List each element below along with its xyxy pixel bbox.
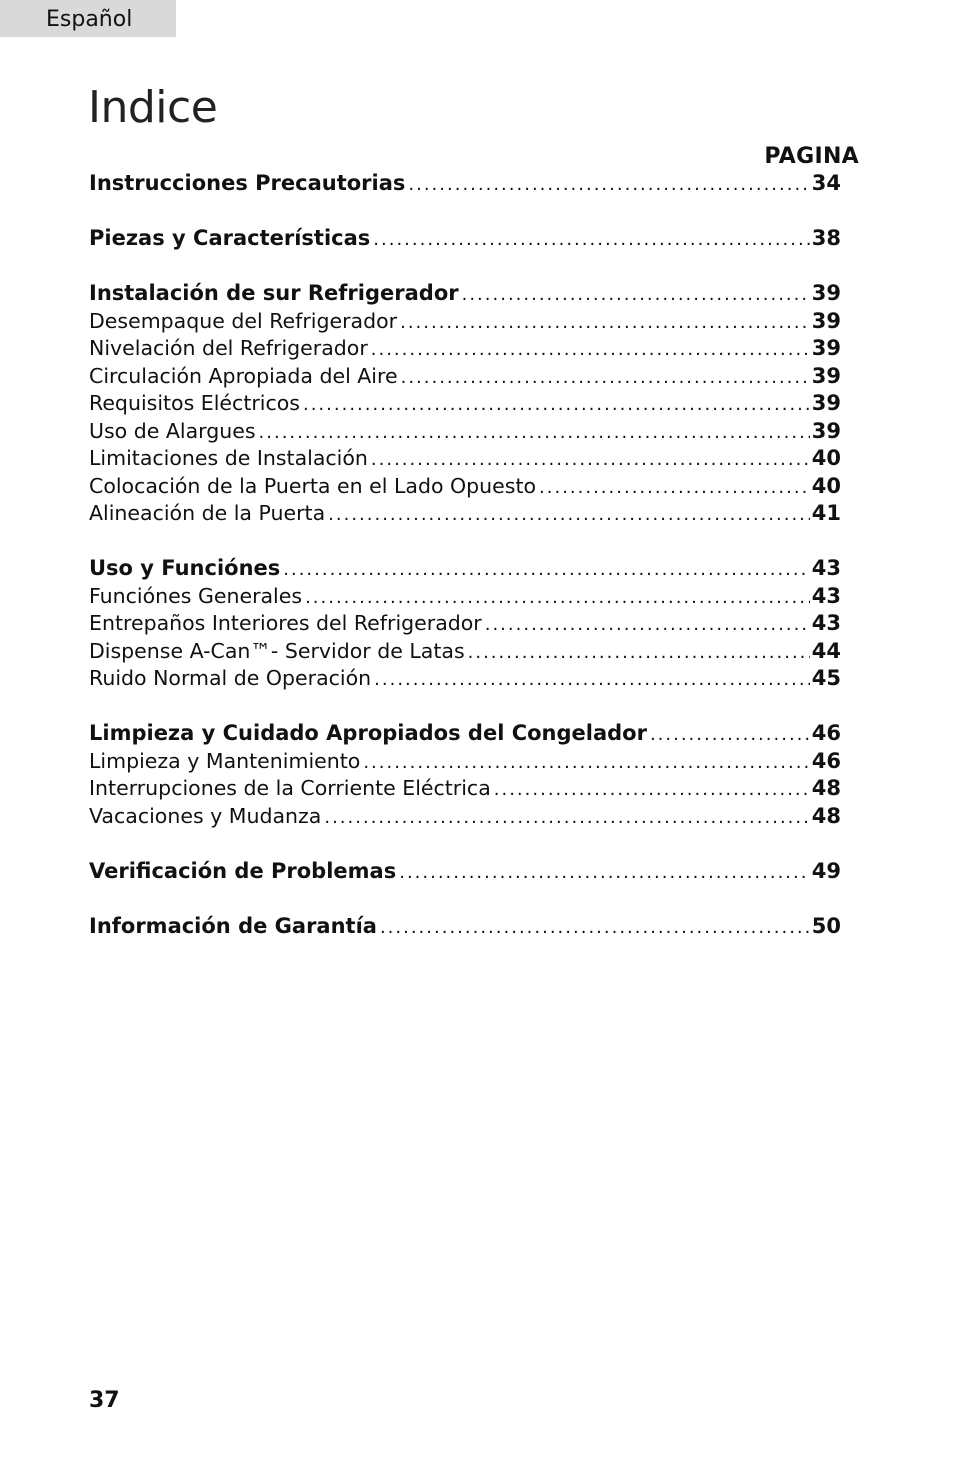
toc-entry-page: 39	[811, 391, 841, 415]
toc-section	[89, 555, 841, 693]
dot-leader	[380, 914, 810, 942]
toc-entry-page: 40	[811, 473, 841, 498]
toc-entry-label: Circulación Apropiada del Aire	[89, 363, 398, 388]
toc-entry-label: Requisitos Eléctricos	[89, 391, 300, 415]
dot-leader	[324, 804, 809, 832]
toc-entry-page: 43	[811, 611, 841, 635]
toc-entry	[89, 610, 841, 638]
dot-leader	[363, 749, 809, 777]
toc-section	[89, 720, 841, 830]
toc-entry-label: Desempaque del Refrigerador	[89, 308, 398, 333]
dot-leader	[374, 666, 810, 694]
toc-entry	[89, 665, 841, 693]
toc-entry-page: 44	[811, 638, 841, 663]
toc-section-heading-page: 39	[811, 281, 841, 305]
toc-entry	[89, 390, 841, 418]
dot-leader	[408, 171, 809, 199]
toc-entry-label: Interrupciones de la Corriente Eléctrica	[89, 776, 491, 800]
toc-entry-label: Alineación de la Puerta	[89, 501, 326, 525]
toc-section-heading-label: Piezas y Características	[89, 226, 371, 250]
toc-entry-page: 45	[811, 666, 841, 690]
page-number: 37	[89, 1388, 120, 1413]
toc-section-heading-page: 38	[811, 226, 841, 250]
toc-section-heading	[89, 280, 841, 308]
dot-leader	[401, 364, 810, 392]
toc-entry-label: Ruido Normal de Operación	[89, 666, 372, 690]
toc-entry-label: Uso de Alargues	[89, 418, 256, 443]
toc-entry-label: Dispense A-Can™- Servidor de Latas	[89, 638, 465, 663]
toc-section-heading	[89, 170, 841, 198]
toc-entry-label: Entrepaños Interiores del Refrigerador	[89, 611, 482, 635]
dot-leader	[305, 584, 810, 612]
toc-section-heading	[89, 555, 841, 583]
toc-section-heading-label: Información de Garantía	[89, 913, 377, 938]
language-tab: Español	[0, 0, 176, 37]
toc-section-heading	[89, 858, 841, 886]
toc-entry-page: 48	[811, 776, 841, 800]
toc-section-heading-page: 46	[811, 721, 841, 745]
toc-entry	[89, 418, 841, 446]
toc-section-heading-label: Verificación de Problemas	[89, 858, 397, 883]
toc-section	[89, 913, 841, 941]
dot-leader	[371, 446, 810, 474]
toc-entry	[89, 638, 841, 666]
toc-entry	[89, 803, 841, 831]
dot-leader	[539, 474, 810, 502]
toc-section	[89, 858, 841, 886]
table-of-contents	[89, 170, 841, 968]
toc-entry-page: 39	[811, 418, 841, 443]
toc-entry	[89, 335, 841, 363]
toc-section-heading	[89, 913, 841, 941]
toc-entry-page: 48	[811, 803, 841, 828]
toc-section	[89, 170, 841, 198]
page-title: Indice	[88, 82, 218, 133]
dot-leader	[485, 611, 810, 639]
dot-leader	[462, 281, 810, 309]
toc-entry-label: Nivelación del Refrigerador	[89, 336, 368, 360]
dot-leader	[328, 501, 810, 529]
toc-entry-page: 40	[811, 446, 841, 470]
dot-leader	[371, 336, 810, 364]
toc-entry	[89, 308, 841, 336]
page-column-header: PAGINA	[764, 144, 859, 169]
toc-section-heading-page: 34	[811, 171, 841, 195]
dot-leader	[494, 776, 810, 804]
toc-section-heading-page: 49	[811, 858, 841, 883]
toc-entry-label: Colocación de la Puerta en el Lado Opuesto	[89, 473, 537, 498]
toc-section	[89, 280, 841, 528]
toc-entry	[89, 500, 841, 528]
toc-entry	[89, 445, 841, 473]
toc-section-heading-label: Uso y Funciónes	[89, 556, 281, 580]
toc-section-heading-page: 50	[811, 913, 841, 938]
dot-leader	[399, 859, 810, 887]
toc-section-heading	[89, 225, 841, 253]
dot-leader	[283, 556, 810, 584]
toc-entry-label: Vacaciones y Mudanza	[89, 803, 322, 828]
dot-leader	[400, 309, 810, 337]
dot-leader	[650, 721, 810, 749]
dot-leader	[373, 226, 809, 254]
toc-section-heading-label: Limpieza y Cuidado Apropiados del Congelador	[89, 721, 647, 745]
toc-section-heading	[89, 720, 841, 748]
toc-entry	[89, 775, 841, 803]
toc-entry	[89, 363, 841, 391]
toc-entry-label: Funciónes Generales	[89, 583, 303, 608]
toc-entry	[89, 473, 841, 501]
toc-entry-page: 43	[811, 583, 841, 608]
dot-leader	[259, 419, 810, 447]
toc-entry-page: 39	[811, 336, 841, 360]
toc-entry-page: 39	[811, 308, 841, 333]
dot-leader	[468, 639, 810, 667]
toc-entry	[89, 583, 841, 611]
toc-section-heading-page: 43	[811, 556, 841, 580]
toc-entry	[89, 748, 841, 776]
toc-section-heading-label: Instrucciones Precautorias	[89, 171, 406, 195]
toc-entry-page: 46	[811, 748, 841, 773]
toc-section	[89, 225, 841, 253]
toc-entry-label: Limpieza y Mantenimiento	[89, 748, 361, 773]
dot-leader	[303, 391, 810, 419]
toc-section-heading-label: Instalación de sur Refrigerador	[89, 281, 459, 305]
toc-entry-page: 41	[811, 501, 841, 525]
toc-entry-page: 39	[811, 363, 841, 388]
toc-entry-label: Limitaciones de Instalación	[89, 446, 368, 470]
